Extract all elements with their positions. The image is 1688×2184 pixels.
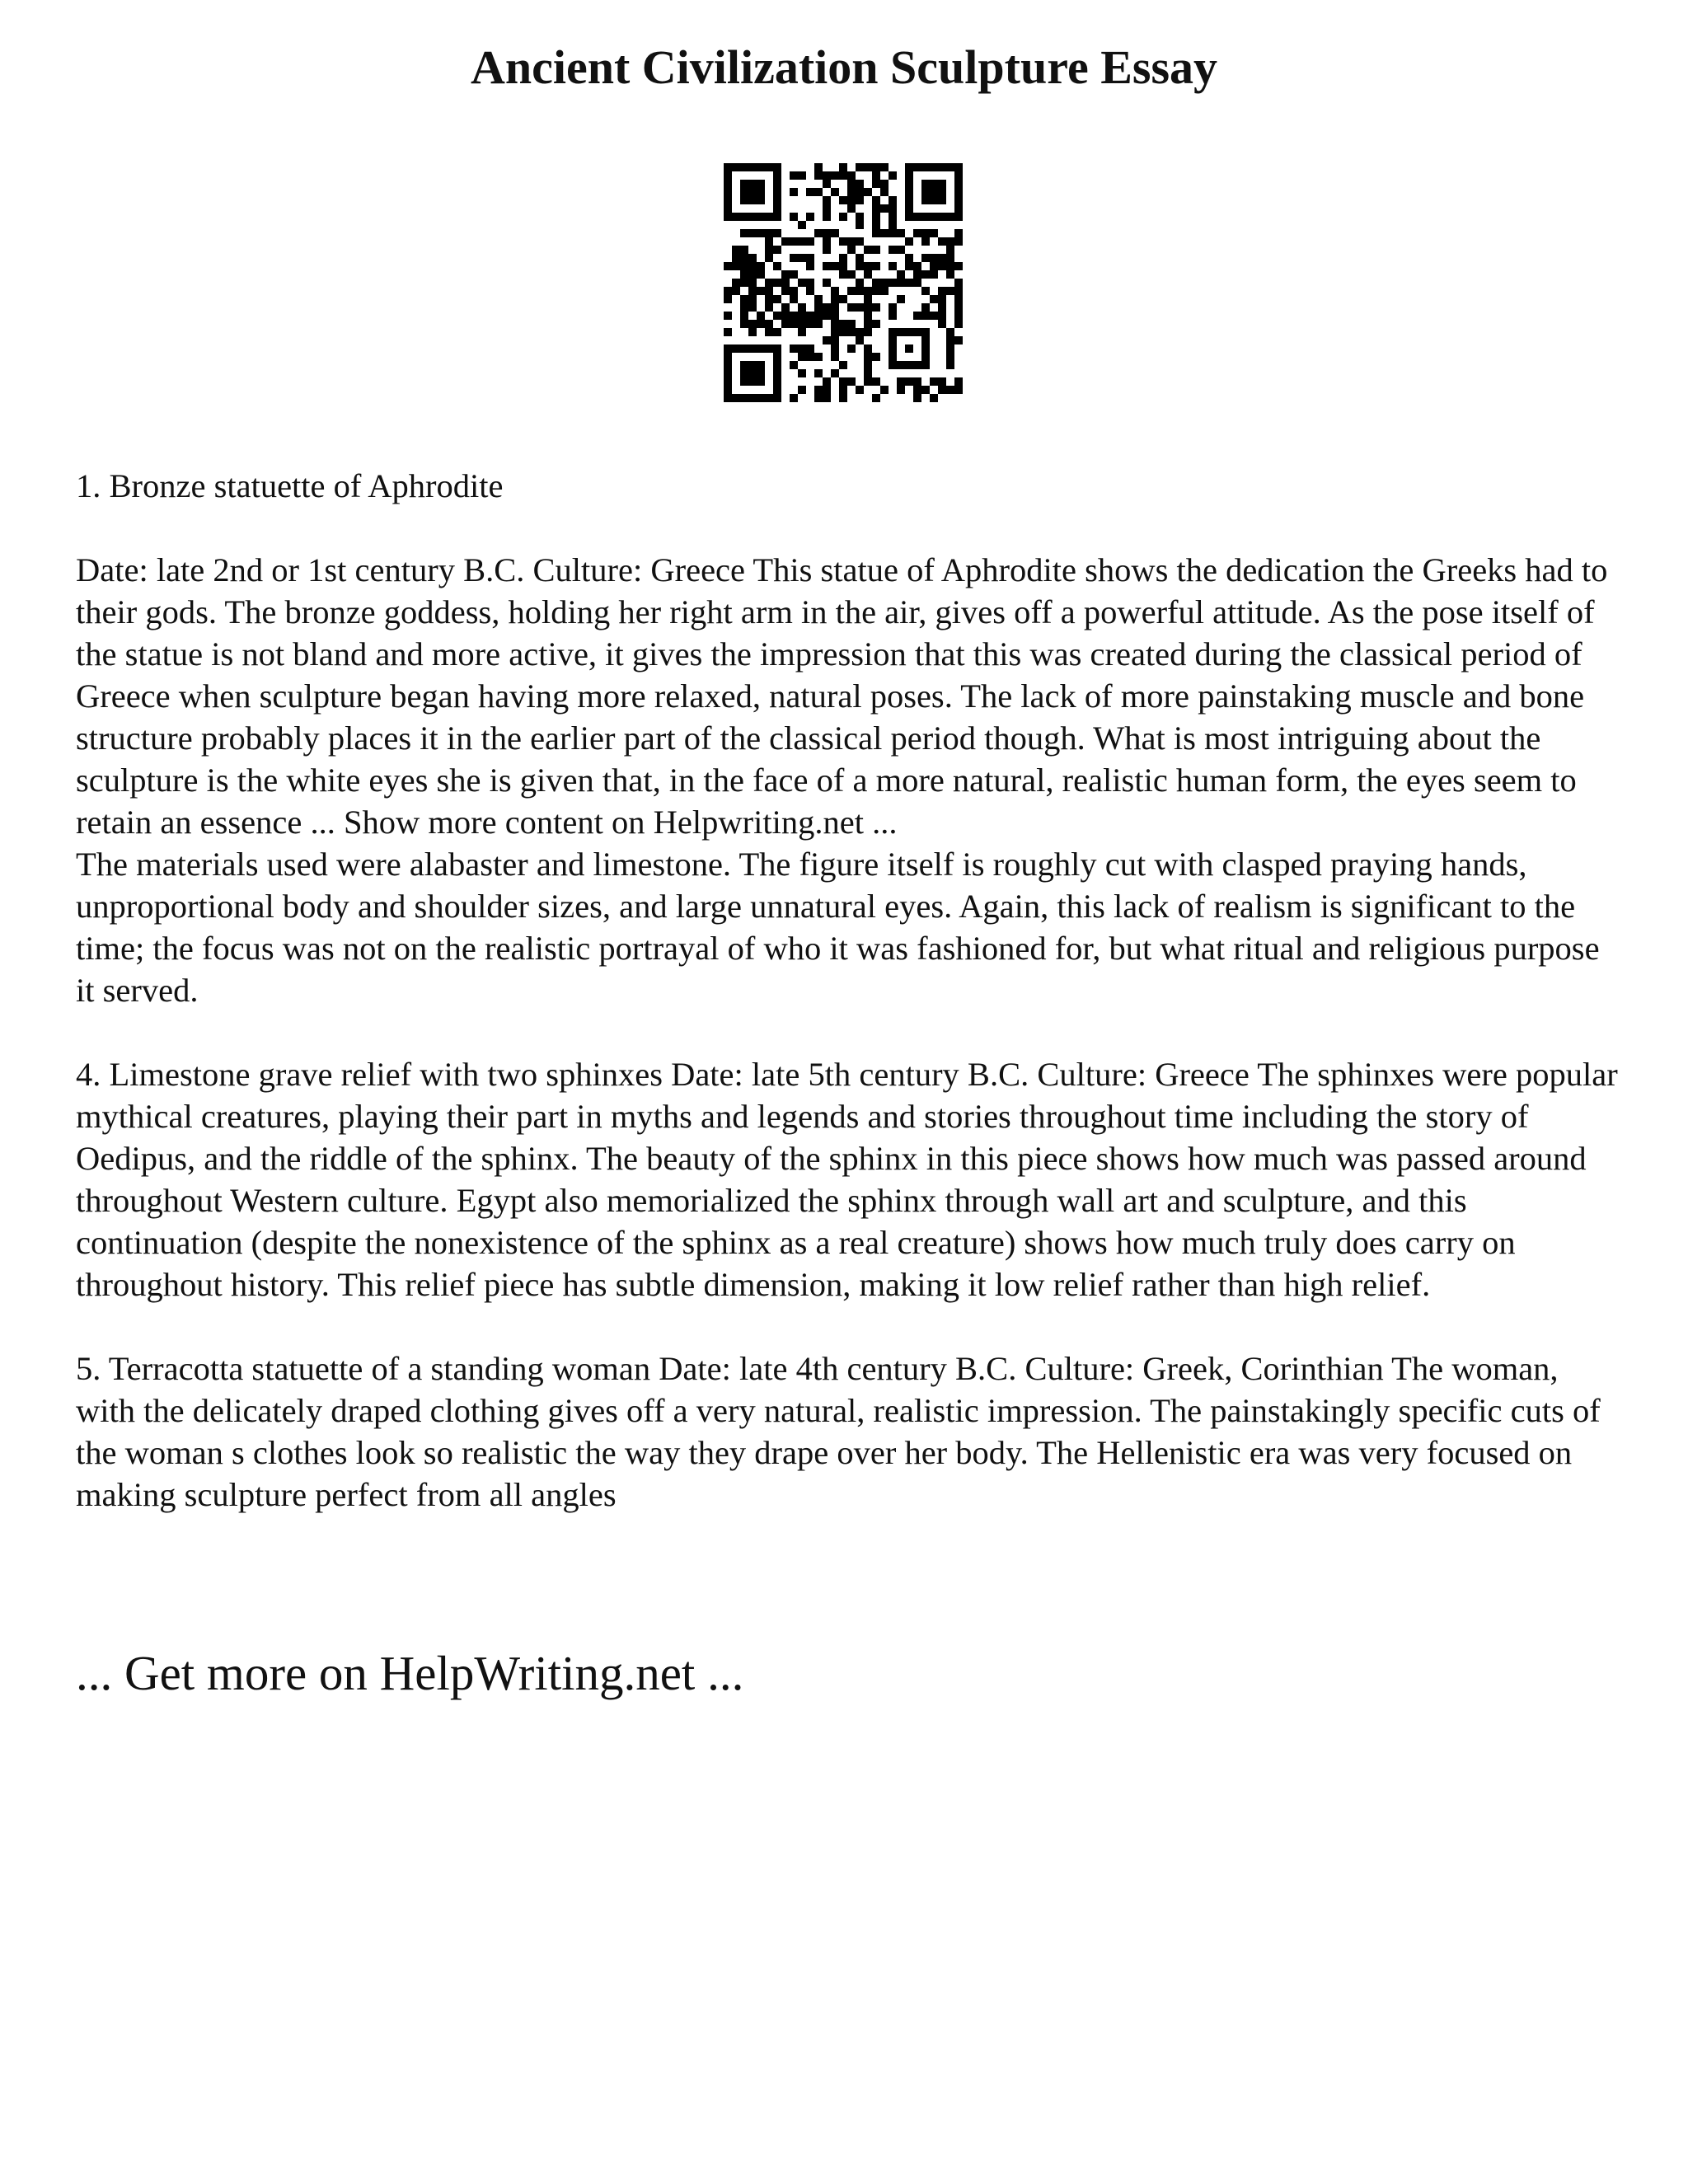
essay-body [76, 465, 1625, 1516]
get-more-link[interactable]: ... Get more on HelpWriting.net ... [76, 1646, 744, 1700]
page-title: Ancient Civilization Sculpture Essay [470, 40, 1218, 94]
paragraph: 4. Limestone grave relief with two sphinxes Date: late 5th century B.C. Culture: Greece The sphinxes were popular mythical creatures, playing their part in myths and legends and stories throughout time including the story of Oedipus, and the riddle of the sphinx. The beauty of the sphinx in this piece shows how much was passed around throughout Western culture. Egypt also memorialized the sphinx through wall art and sculpture, and this continuation (despite the nonexistence of the sphinx as a real creature) shows how much truly does carry on throughout history. This relief piece has subtle dimension, making it low relief rather than high relief. [76, 1056, 1618, 1303]
section-heading: 1. Bronze statuette of Aphrodite [76, 467, 504, 504]
paragraph: The materials used were alabaster and limestone. The figure itself is roughly cut with clasped praying hands, unproportional body and shoulder sizes, and large unnatural eyes. Again, this lack of realism is significant to the time; the focus was not on the realistic portrayal of who it was fashioned for, but what ritual and religious purpose it served. [76, 846, 1600, 1009]
paragraph: 5. Terracotta statuette of a standing woman Date: late 4th century B.C. Culture: Greek, Corinthian The woman, with the delicately draped clothing gives off a very natural, realistic impression. The painstakingly specific cuts of the woman s clothes look so realistic the way they drape over her body. The Hellenistic era was very focused on making sculpture perfect from all angles [76, 1350, 1601, 1513]
paragraph: Date: late 2nd or 1st century B.C. Culture: Greece This statue of Aphrodite shows the dedication the Greeks had to their gods. The bronze goddess, holding her right arm in the air, gives off a powerful attitude. As the pose itself of the statue is not bland and more active, it gives the impression that this was created during the classical period of Greece when sculpture began having more relaxed, natural poses. The lack of more painstaking muscle and bone structure probably places it in the earlier part of the classical period though. What is most intriguing about the sculpture is the white eyes she is given that, in the face of a more natural, realistic human form, the eyes seem to retain an essence ... Show more content on Helpwriting.net ... [76, 551, 1608, 841]
qr-code-icon [724, 163, 963, 402]
